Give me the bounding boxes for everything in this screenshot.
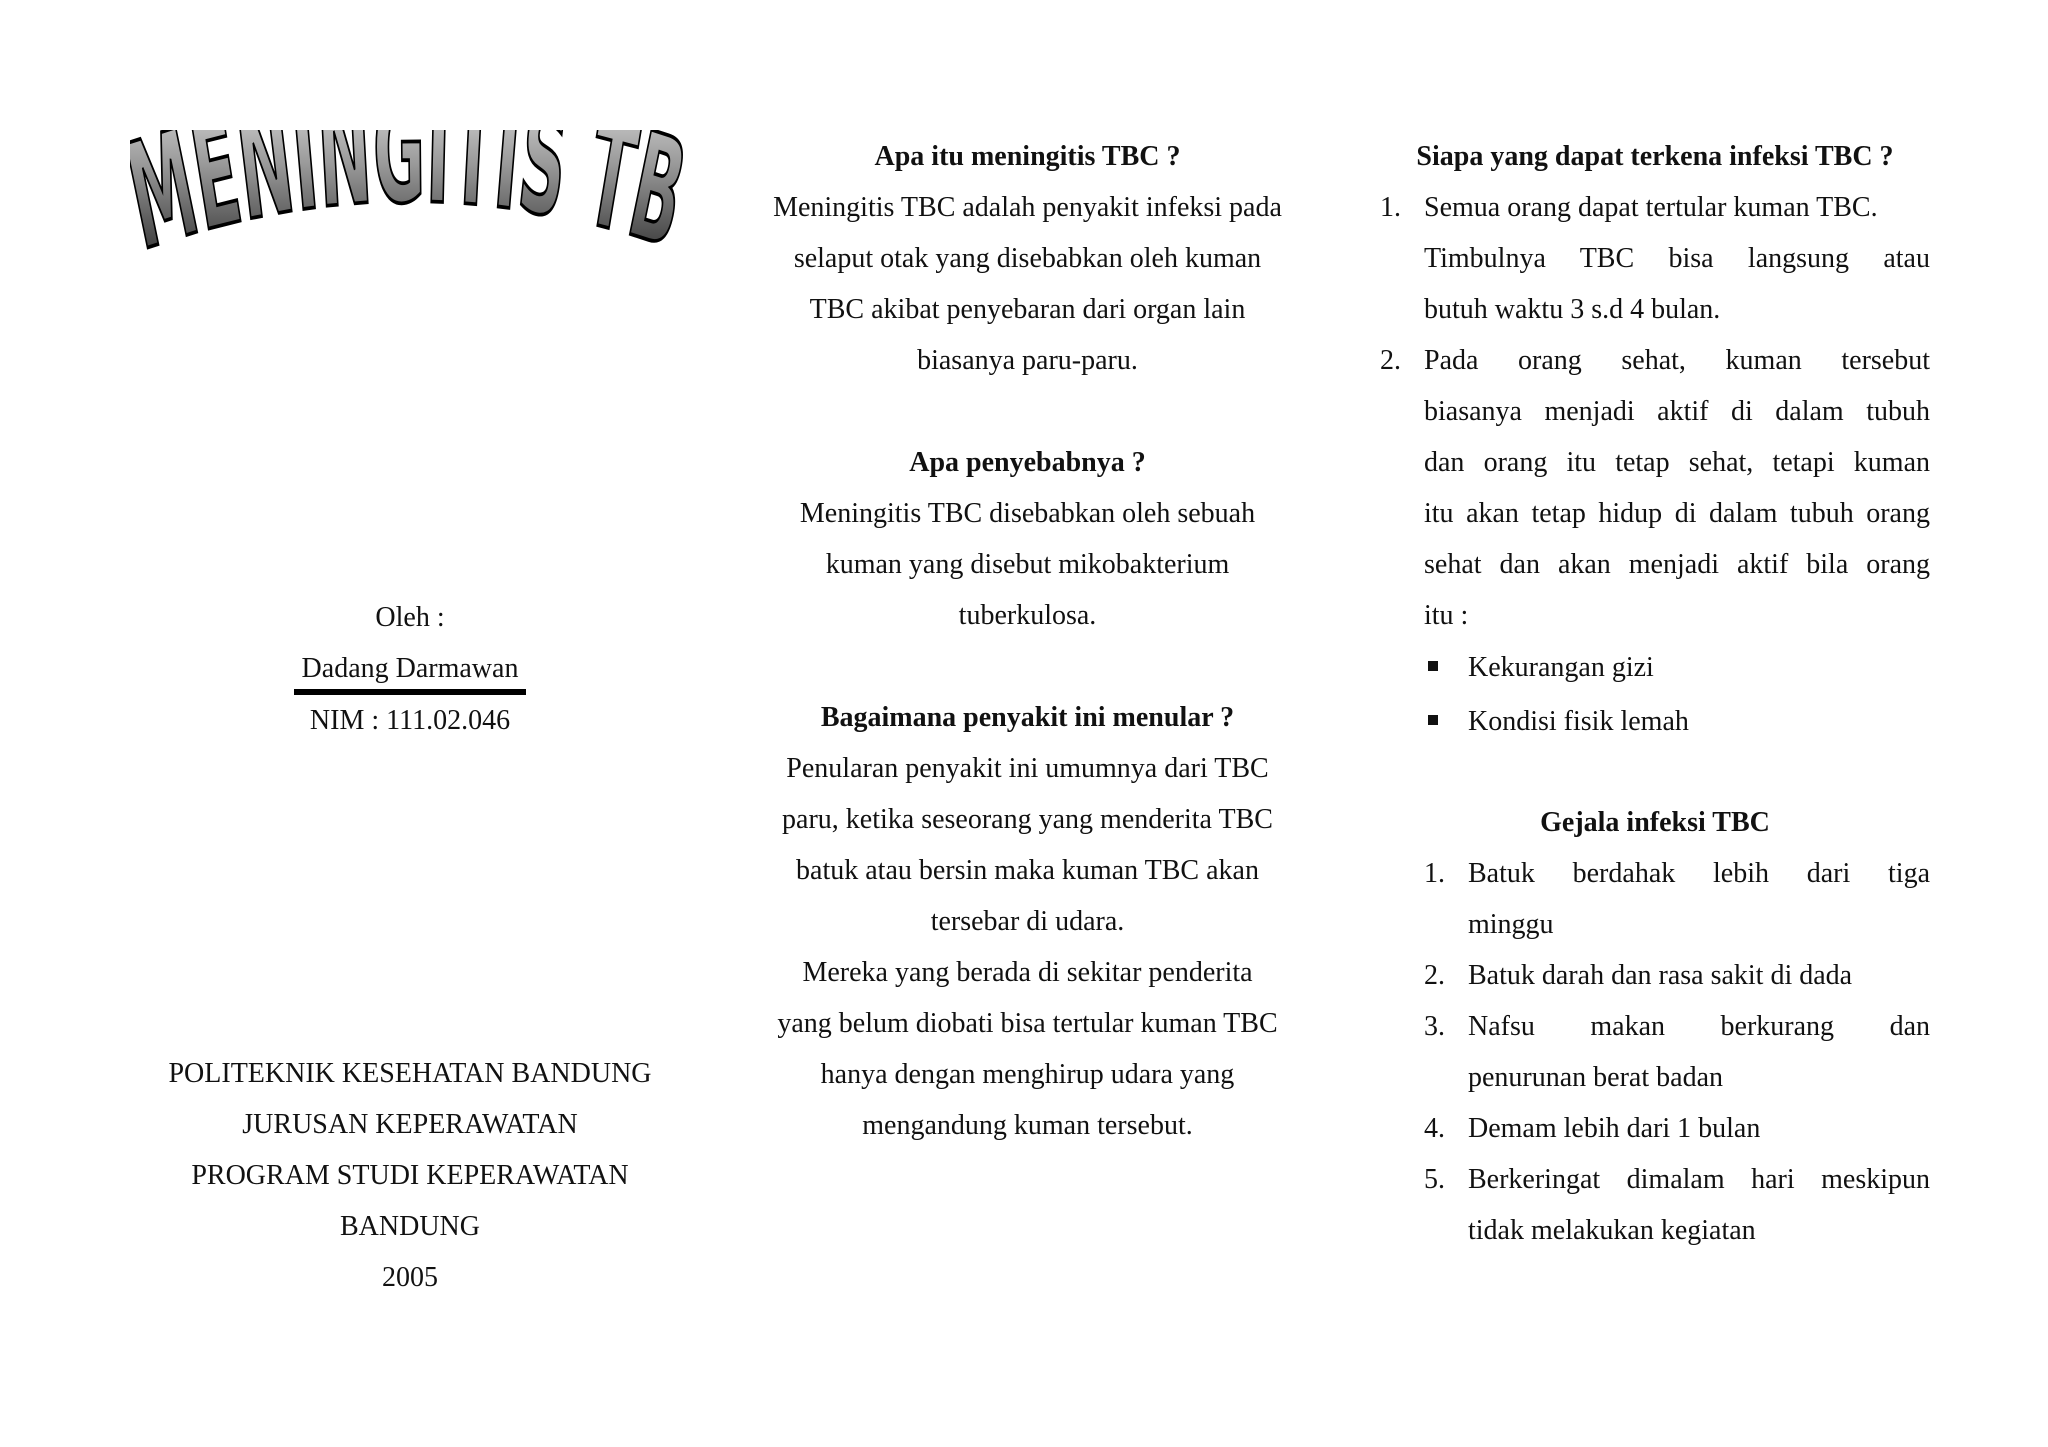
student-id: NIM : 111.02.046 <box>309 705 511 736</box>
list-number: 3. <box>1424 1011 1445 1042</box>
paragraph-line: hanya dengan menghirup udara yang <box>820 1059 1235 1090</box>
list-line: butuh waktu 3 s.d 4 bulan. <box>1424 294 1721 325</box>
square-bullet-icon <box>1428 715 1438 725</box>
square-bullet-icon <box>1428 661 1438 671</box>
list-number: 2. <box>1380 345 1401 376</box>
bullet-text: Kondisi fisik lemah <box>1468 706 1689 737</box>
section-what-is <box>755 131 1300 386</box>
paragraph-line: biasanya paru-paru. <box>917 345 1138 376</box>
list-item <box>1424 848 1930 950</box>
paragraph-line: kuman yang disebut mikobakterium <box>825 549 1230 580</box>
wordart-title <box>130 130 690 300</box>
list-number: 1. <box>1424 858 1445 889</box>
paragraph-line: mengandung kuman tersebut. <box>862 1110 1193 1141</box>
list-number: 1. <box>1380 192 1401 223</box>
condition-bullets <box>1380 641 1930 749</box>
institution-line: PROGRAM STUDI KEPERAWATAN <box>191 1160 629 1191</box>
paragraph-line: yang belum diobati bisa tertular kuman TBC <box>777 1008 1278 1039</box>
list-item <box>1380 182 1930 335</box>
paragraph-line: Mereka yang berada di sekitar penderita <box>802 957 1253 988</box>
bullet-text: Kekurangan gizi <box>1468 652 1654 683</box>
middle-panel <box>755 131 1300 1151</box>
list-line: Berkeringat dimalam hari meskipun <box>1468 1164 1930 1195</box>
list-line: itu akan tetap hidup di dalam tubuh orang <box>1424 498 1930 529</box>
section-heading: Gejala infeksi TBC <box>1540 807 1770 838</box>
risk-list <box>1380 182 1930 641</box>
author-block <box>120 592 700 746</box>
paragraph-line: selaput otak yang disebabkan oleh kuman <box>793 243 1262 274</box>
paragraph-line: Penularan penyakit ini umumnya dari TBC <box>786 753 1269 784</box>
author-name: Dadang Darmawan <box>294 649 527 695</box>
list-item <box>1424 950 1930 1001</box>
by-label: Oleh : <box>375 602 445 633</box>
institution-year: 2005 <box>382 1262 438 1293</box>
section-heading: Bagaimana penyakit ini menular ? <box>820 702 1235 733</box>
paragraph-line: TBC akibat penyebaran dari organ lain <box>809 294 1246 325</box>
paragraph-line: Meningitis TBC disebabkan oleh sebuah <box>799 498 1256 529</box>
list-line: sehat dan akan menjadi aktif bila orang <box>1424 549 1930 580</box>
list-line: biasanya menjadi aktif di dalam tubuh <box>1424 396 1930 427</box>
section-heading: Apa itu meningitis TBC ? <box>874 141 1181 172</box>
list-line: penurunan berat badan <box>1468 1062 1723 1093</box>
section-heading: Siapa yang dapat terkena infeksi TBC ? <box>1416 141 1894 172</box>
list-line: Timbulnya TBC bisa langsung atau <box>1424 243 1930 274</box>
paragraph-line: Meningitis TBC adalah penyakit infeksi pada <box>773 192 1282 223</box>
symptom-list <box>1380 848 1930 1256</box>
section-transmission <box>755 692 1300 1151</box>
paragraph-line: tuberkulosa. <box>958 600 1097 631</box>
list-item <box>1424 1154 1930 1256</box>
section-heading: Apa penyebabnya ? <box>909 447 1146 478</box>
list-number: 2. <box>1424 960 1445 991</box>
list-line: Batuk berdahak lebih dari tiga <box>1468 858 1930 889</box>
list-item <box>1424 1001 1930 1103</box>
institution-line: BANDUNG <box>340 1211 480 1242</box>
list-item <box>1424 1103 1930 1154</box>
wordart-title-svg <box>130 130 690 300</box>
bullet-item <box>1424 695 1930 749</box>
list-item <box>1380 335 1930 641</box>
wordart-title-text: ENINGITIS T <box>181 130 684 277</box>
list-line: dan orang itu tetap sehat, tetapi kuman <box>1424 447 1930 478</box>
paragraph-line: batuk atau bersin maka kuman TBC akan <box>796 855 1259 886</box>
institution-line: POLITEKNIK KESEHATAN BANDUNG <box>168 1058 652 1089</box>
list-line: Demam lebih dari 1 bulan <box>1468 1113 1761 1144</box>
list-number: 4. <box>1424 1113 1445 1144</box>
list-line: Nafsu makan berkurang dan <box>1468 1011 1930 1042</box>
bullet-item <box>1424 641 1930 695</box>
institution-line: JURUSAN KEPERAWATAN <box>242 1109 578 1140</box>
list-line: Semua orang dapat tertular kuman TBC. <box>1424 192 1878 223</box>
list-line: Pada orang sehat, kuman tersebut <box>1424 345 1930 376</box>
list-line: itu : <box>1424 600 1469 631</box>
institution-block <box>120 1048 700 1303</box>
paragraph-line: paru, ketika seseorang yang menderita TBC <box>782 804 1273 835</box>
list-line: tidak melakukan kegiatan <box>1468 1215 1756 1246</box>
section-cause <box>755 437 1300 641</box>
list-line: Batuk darah dan rasa sakit di dada <box>1468 960 1853 991</box>
paragraph-line: tersebar di udara. <box>930 906 1125 937</box>
right-panel <box>1380 131 1930 1256</box>
list-line: minggu <box>1468 909 1554 940</box>
list-number: 5. <box>1424 1164 1445 1195</box>
